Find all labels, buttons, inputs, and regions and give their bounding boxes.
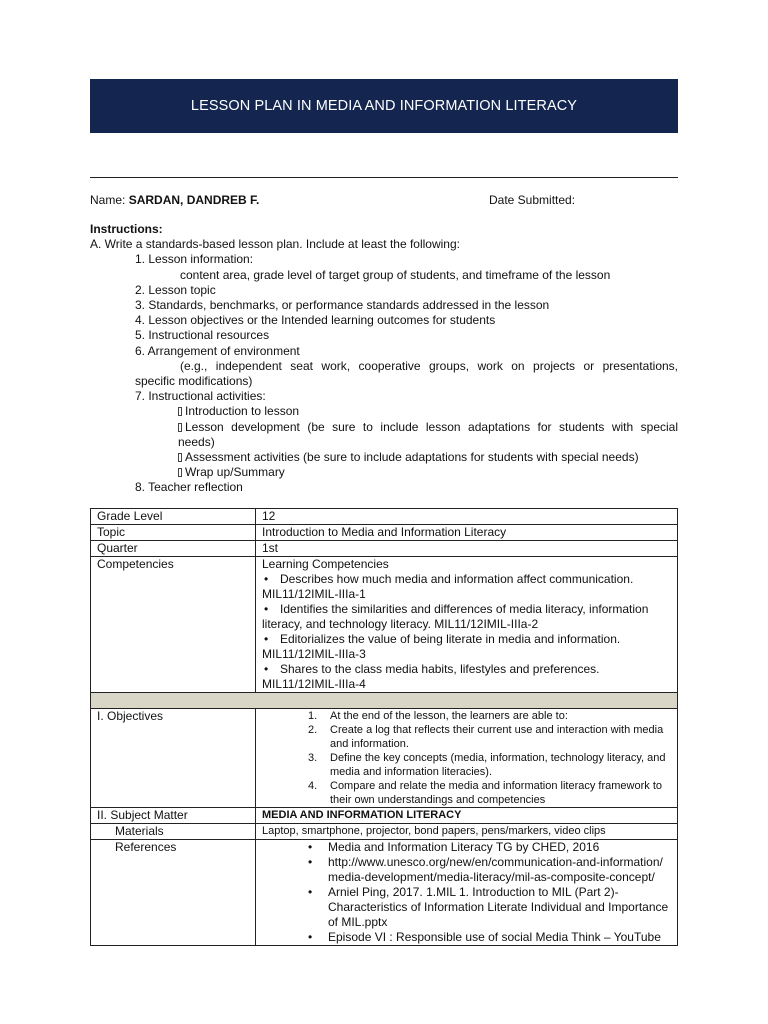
competency-code: MIL11/12IMIL-IIIa-4 — [262, 677, 366, 691]
shaded-separator-row — [91, 693, 678, 709]
table-row — [91, 525, 678, 541]
checkbox-glyph-icon — [178, 453, 182, 462]
table-row — [91, 509, 678, 525]
date-submitted-label: Date Submitted: — [489, 193, 576, 207]
name-label: Name: — [90, 193, 126, 207]
topic-value: Introduction to Media and Information Literacy — [256, 525, 678, 541]
activity-item — [90, 465, 678, 480]
instruction-item: 4. Lesson objectives or the Intended learning outcomes for students — [135, 313, 496, 328]
objective-number: 4. — [308, 780, 318, 792]
activity-item — [90, 420, 678, 435]
divider — [90, 177, 678, 178]
checkbox-glyph-icon — [178, 468, 182, 477]
grade-level-label: Grade Level — [91, 509, 256, 525]
activity-item — [90, 404, 678, 419]
objectives-cell — [256, 709, 678, 808]
competency-code: literacy, and technology literacy. MIL11/12IMIL-IIIa-2 — [262, 617, 539, 631]
checkbox-glyph-icon — [178, 407, 182, 416]
instruction-item: 5. Instructional resources — [135, 328, 270, 343]
objective-number: 2. — [308, 724, 318, 736]
instruction-item: 2. Lesson topic — [135, 282, 216, 297]
objectives-list — [262, 709, 671, 807]
instruction-item: 3. Standards, benchmarks, or performance standards addressed in the lesson — [135, 298, 550, 313]
references-label: References — [91, 840, 256, 946]
quarter-label: Quarter — [91, 541, 256, 557]
topic-label: Topic — [91, 525, 256, 541]
shaded-cell — [91, 693, 678, 709]
materials-label: Materials — [91, 824, 256, 840]
table-row — [91, 824, 678, 840]
references-list — [262, 840, 671, 945]
instructions — [90, 222, 678, 496]
objective-item — [308, 709, 671, 723]
table-row — [91, 709, 678, 808]
instruction-item: 7. Instructional activities: — [135, 389, 266, 404]
instruction-detail: content area, grade level of target group of students, and timeframe of the lesson — [180, 267, 611, 282]
table-row — [91, 808, 678, 824]
competency-item: • Shares to the class media habits, lifestyles and preferences. — [262, 662, 671, 677]
competencies-heading: Learning Competencies — [262, 557, 389, 571]
objective-item — [308, 723, 671, 751]
table-row — [91, 541, 678, 557]
objective-text: Compare and relate the media and information literacy framework to their own understandings and competencies — [330, 780, 662, 806]
grade-level-value: 12 — [256, 509, 678, 525]
activity-text-cont: needs) — [178, 434, 215, 449]
competency-code: MIL11/12IMIL-IIIa-3 — [262, 647, 366, 661]
objective-item — [308, 751, 671, 779]
objective-number: 1. — [308, 710, 318, 722]
objective-text: At the end of the lesson, the learners are able to: — [330, 710, 568, 722]
competency-item: • Editorializes the value of being literate in media and information. — [262, 632, 671, 647]
table-row — [91, 840, 678, 946]
reference-item: • Episode VI : Responsible use of social Media Think – YouTube — [308, 930, 671, 945]
activity-item — [90, 450, 678, 465]
table-row — [91, 557, 678, 693]
objective-item — [308, 779, 671, 807]
competency-item: • Describes how much media and information affect communication. — [262, 572, 671, 587]
name-row — [90, 193, 678, 209]
competencies-cell — [256, 557, 678, 693]
quarter-value: 1st — [256, 541, 678, 557]
activity-text: Lesson development (be sure to include lesson adaptations for students with special — [185, 419, 678, 434]
materials-value: Laptop, smartphone, projector, bond papers, pens/markers, video clips — [256, 824, 678, 840]
instructions-heading: Instructions: — [90, 222, 163, 236]
objective-number: 3. — [308, 752, 318, 764]
checkbox-glyph-icon — [178, 423, 182, 432]
name-line — [90, 193, 259, 207]
reference-item: • Arniel Ping, 2017. 1.MIL 1. Introduction to MIL (Part 2)- Characteristics of Information Literate Individual and Importance of MIL.pptx — [308, 885, 671, 930]
objectives-label: I. Objectives — [91, 709, 256, 808]
instruction-item: 6. Arrangement of environment — [135, 343, 300, 358]
competencies-label: Competencies — [91, 557, 256, 693]
lesson-plan-table — [90, 508, 678, 946]
subject-matter-label: II. Subject Matter — [91, 808, 256, 824]
activity-text: Assessment activities (be sure to include adaptations for students with special needs) — [185, 450, 639, 465]
instruction-detail: specific modifications) — [135, 374, 253, 389]
objective-text: Define the key concepts (media, information, technology literacy, and media and information literacies). — [330, 752, 666, 778]
name-value: SARDAN, DANDREB F. — [128, 193, 260, 207]
subject-matter-value: MEDIA AND INFORMATION LITERACY — [256, 808, 678, 824]
reference-link[interactable]: • http://www.unesco.org/new/en/communication-and-information/ media-development/media-literacy/mil-as-composite-concept/ — [308, 855, 671, 885]
page-title: LESSON PLAN IN MEDIA AND INFORMATION LITERACY — [190, 98, 578, 114]
instruction-detail: (e.g., independent seat work, cooperative groups, work on projects or presentations, — [180, 358, 678, 373]
title-banner — [90, 79, 678, 133]
competency-item: • Identifies the similarities and differences of media literacy, information — [262, 602, 671, 617]
instruction-item: 1. Lesson information: — [135, 252, 254, 267]
instruction-item: 8. Teacher reflection — [135, 480, 243, 495]
competency-code: MIL11/12IMIL-IIIa-1 — [262, 587, 366, 601]
objective-text: Create a log that reflects their current use and interaction with media and information. — [330, 724, 664, 750]
activity-text: Introduction to lesson — [185, 404, 300, 419]
references-cell — [256, 840, 678, 946]
activity-text: Wrap up/Summary — [185, 465, 285, 480]
instructions-intro: A. Write a standards-based lesson plan. Include at least the following: — [90, 237, 460, 252]
reference-item: • Media and Information Literacy TG by CHED, 2016 — [308, 840, 671, 855]
